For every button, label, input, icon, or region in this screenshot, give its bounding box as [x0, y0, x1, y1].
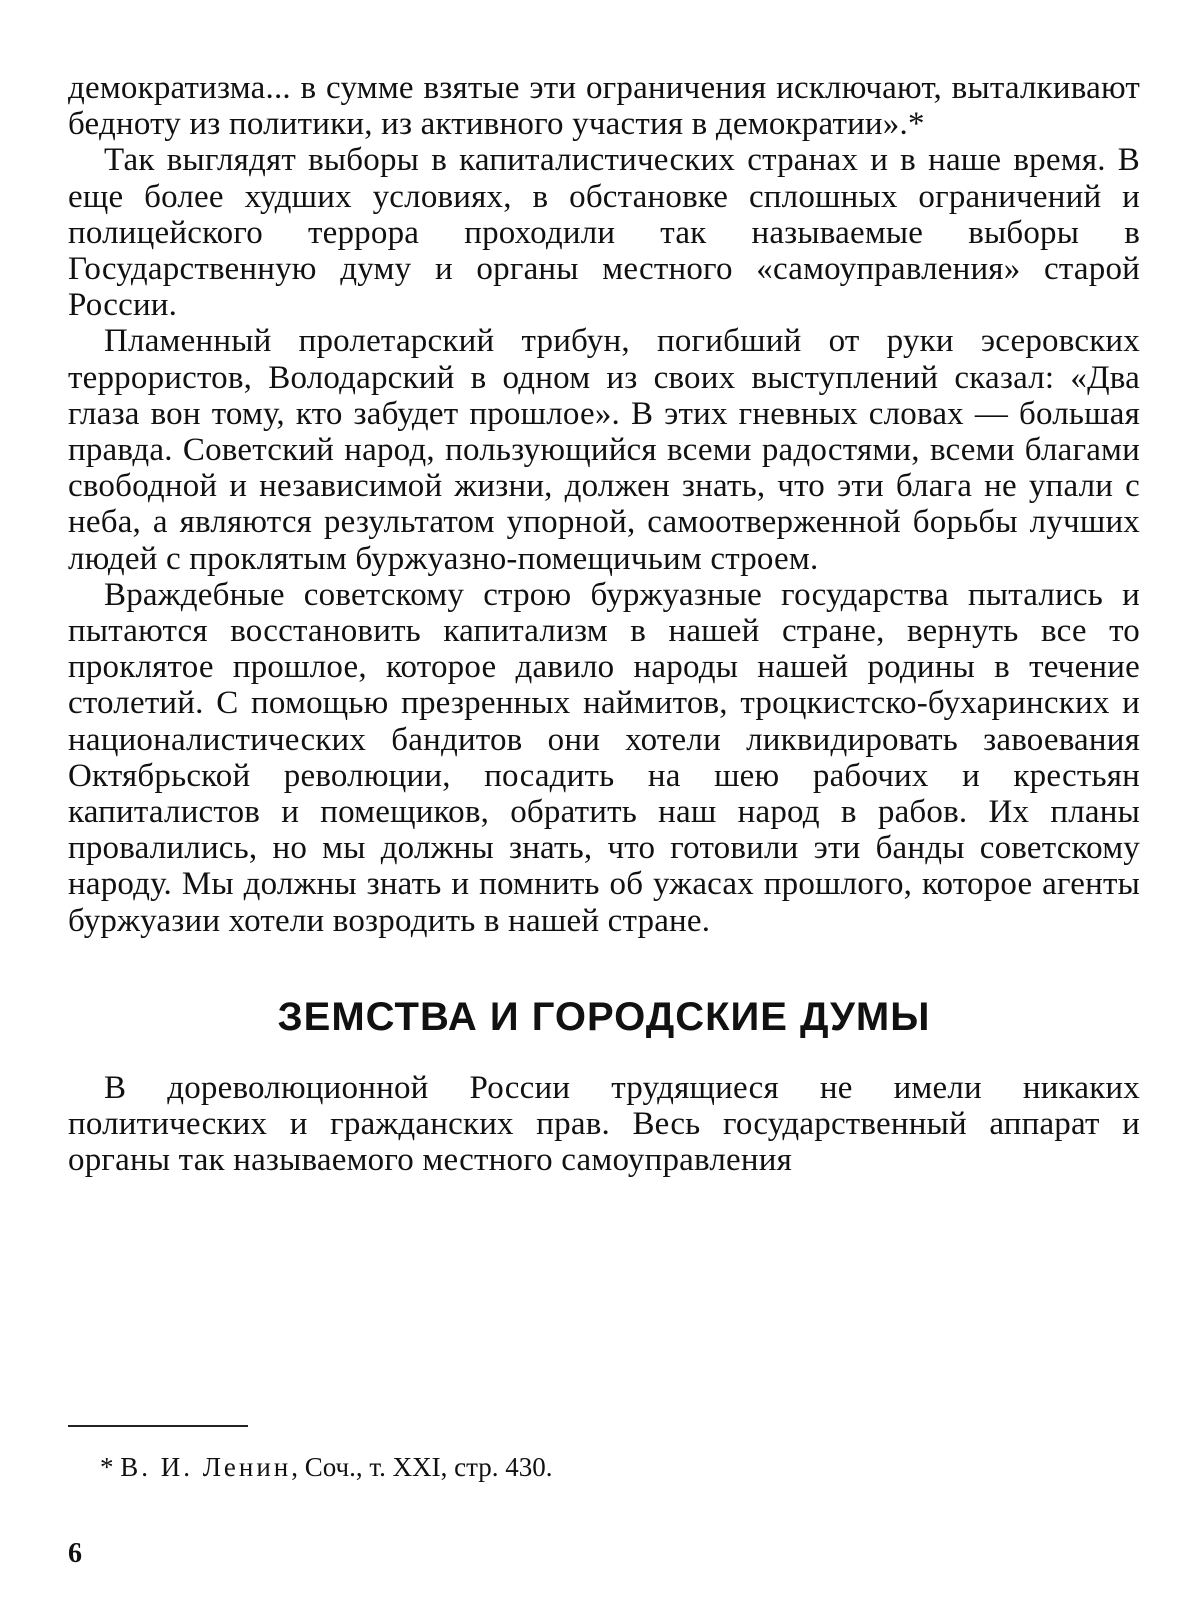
footnote-divider: [68, 1425, 248, 1427]
page-body: [68, 70, 1140, 1178]
footnote-source: , Соч., т. XXI, стр. 430.: [291, 1452, 553, 1482]
footnote-marker: *: [100, 1452, 114, 1482]
footnote: [100, 1452, 552, 1483]
paragraph-elections: Так выглядят выборы в капиталистических странах и в наше время. В еще более худших условиях, в обстановке сплошных ограничений и полицейского террора проходили так называемые выборы в Государственную думу и органы местного «самоуправления» старой России.: [68, 142, 1140, 324]
footnote-author: В. И. Ленин: [120, 1452, 292, 1482]
paragraph-continuation: демократизма... в сумме взятые эти ограничения исключают, выталкивают бедноту из политики, из активного участия в демократии».*: [68, 70, 1140, 143]
section-heading: ЗЕМСТВА И ГОРОДСКИЕ ДУМЫ: [277, 994, 931, 1039]
paragraph-bourgeois-states: Враждебные советскому строю буржуазные государства пытались и пытаются восстановить капитализм в нашей стране, вернуть все то проклятое прошлое, которое давило народы нашей родины в течение столетий. С помощью презренных наймитов, троцкистско-бухаринских и националистических бандитов они хотели ликвидировать завоевания Октябрьской революции, посадить на шею рабочих и крестьян капиталистов и помещиков, обратить наш народ в рабов. Их планы провалились, но мы должны знать, что готовили эти банды советскому народу. Мы должны знать и помнить об ужасах прошлого, которое агенты буржуазии хотели возродить в нашей стране.: [68, 576, 1140, 939]
paragraph-volodarsky: Пламенный пролетарский трибун, погибший от руки эсеровских террористов, Володарский в одном из своих выступлений сказал: «Два глаза вон тому, кто забудет прошлое». В этих гневных словах — большая правда. Советский народ, пользующийся всеми радостями, всеми благами свободной и независимой жизни, должен знать, что эти блага не упали с неба, а являются результатом упорной, самоотверженной борьбы лучших людей с проклятым буржуазно-помещичьим строем.: [68, 323, 1140, 577]
paragraph-section-intro: В дореволюционной России трудящиеся не имели никаких политических и гражданских прав. Весь государственный аппарат и органы так называемого местного самоуправления: [68, 1069, 1140, 1179]
page-number: 6: [68, 1538, 82, 1569]
